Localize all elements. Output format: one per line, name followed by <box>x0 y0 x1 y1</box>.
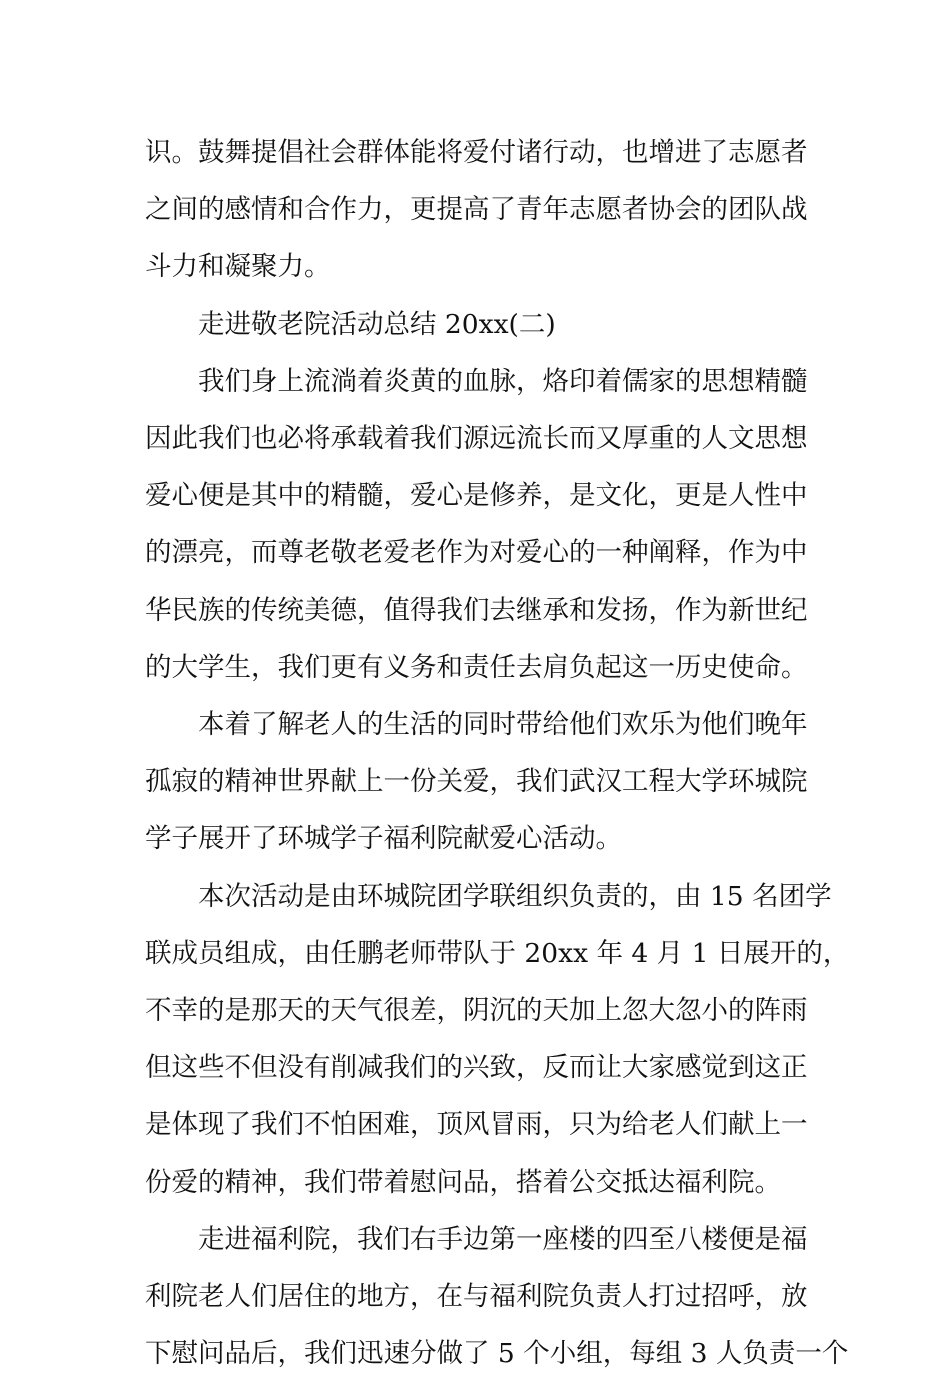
section-heading <box>145 296 810 353</box>
document-body <box>145 124 850 1382</box>
text-line: 是体现了我们不怕困难，顶风冒雨，只为给老人们献上一 <box>145 1109 808 1141</box>
text-line: 份爱的精神，我们带着慰问品，搭着公交抵达福利院。 <box>145 1166 781 1198</box>
text-line: 走进福利院，我们右手边第一座楼的四至八楼便是福 <box>198 1223 808 1255</box>
text-line: 联成员组成，由任鹏老师带队于 20xx 年 4 月 1 日展开的， <box>145 937 850 969</box>
text-line: 的漂亮，而尊老敬老爱老作为对爱心的一种阐释，作为中 <box>145 537 808 569</box>
text-line: 走进敬老院活动总结 20xx(二) <box>198 308 556 340</box>
text-line: 因此我们也必将承载着我们源远流长而又厚重的人文思想 <box>145 423 808 455</box>
body-paragraph <box>145 1211 849 1382</box>
text-line: 之间的感情和合作力，更提高了青年志愿者协会的团队战 <box>145 194 808 226</box>
body-paragraph <box>145 124 810 296</box>
text-line: 的大学生，我们更有义务和责任去肩负起这一历史使命。 <box>145 651 808 683</box>
text-line: 不幸的是那天的天气很差，阴沉的天加上忽大忽小的阵雨 <box>145 995 808 1027</box>
text-line: 孤寂的精神世界献上一份关爱，我们武汉工程大学环城院 <box>145 766 808 798</box>
text-line: 爱心便是其中的精髓，爱心是修养，是文化，更是人性中 <box>145 480 808 512</box>
text-line: 但这些不但没有削减我们的兴致，反而让大家感觉到这正 <box>145 1052 808 1084</box>
body-paragraph <box>145 696 810 868</box>
body-paragraph <box>145 868 850 1211</box>
text-line: 利院老人们居住的地方，在与福利院负责人打过招呼，放 <box>145 1281 808 1313</box>
text-line: 斗力和凝聚力。 <box>145 251 331 283</box>
text-line: 本着了解老人的生活的同时带给他们欢乐为他们晚年 <box>198 709 808 741</box>
body-paragraph <box>145 353 810 696</box>
text-line: 识。鼓舞提倡社会群体能将爱付诸行动，也增进了志愿者 <box>145 137 808 168</box>
text-line: 华民族的传统美德，值得我们去继承和发扬，作为新世纪 <box>145 594 808 626</box>
text-line: 本次活动是由环城院团学联组织负责的，由 15 名团学 <box>198 880 832 912</box>
text-line: 下慰问品后，我们迅速分做了 5 个小组，每组 3 人负责一个 <box>145 1338 849 1370</box>
text-line: 学子展开了环城学子福利院献爱心活动。 <box>145 823 622 855</box>
text-line: 我们身上流淌着炎黄的血脉，烙印着儒家的思想精髓 <box>198 365 808 397</box>
